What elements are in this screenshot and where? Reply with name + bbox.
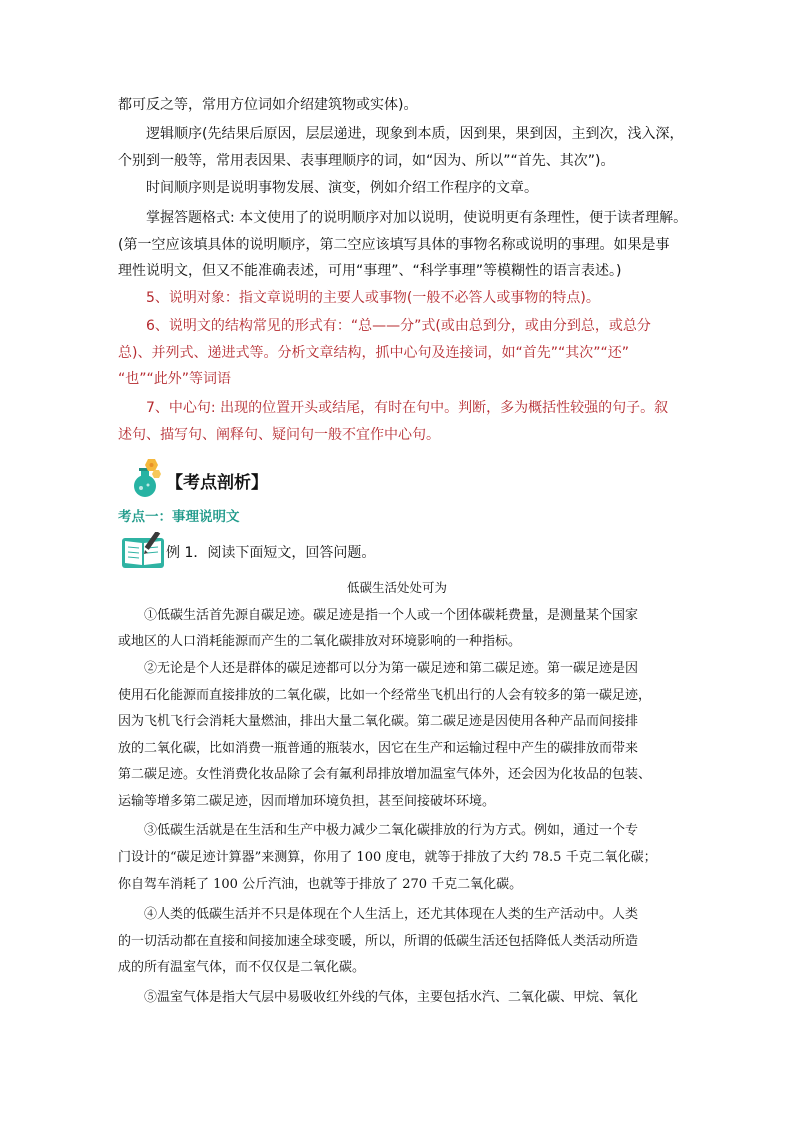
- article-paragraph-2-line: 因为飞机飞行会消耗大量燃油，排出大量二氧化碳。第二碳足迹是因使用各种产品而间接排: [118, 714, 639, 729]
- article-paragraph-4-line: 成的所有温室气体，而不仅仅是二氧化碳。: [118, 960, 366, 975]
- item-6-line-3: “也”“此外”等词语: [118, 371, 232, 387]
- article-paragraph-3-line: 你自驾车消耗了 100 公斤汽油，也就等于排放了 270 千克二氧化碳。: [118, 877, 523, 892]
- article-paragraph-5-line: ⑤温室气体是指大气层中易吸收红外线的气体，主要包括水汽、二氧化碳、甲烷、氧化: [144, 990, 639, 1005]
- item-7-line-2: 述句、描写句、阐释句、疑问句一般不宜作中心句。: [118, 427, 440, 443]
- article-title: 低碳生活处处可为: [346, 580, 447, 595]
- article-paragraph-2-line: 放的二氧化碳，比如消费一瓶普通的瓶装水，因它在生产和运输过程中产生的碳排放而带来: [118, 741, 639, 756]
- kaodian-one-subheading: 考点一：事理说明文: [118, 509, 240, 525]
- logic-order-line-2: 个别到一般等，常用表因果、表事理顺序的词，如“因为、所以”“首先、其次”)。: [118, 153, 615, 169]
- example-label: 例 1．阅读下面短文，回答问题。: [166, 545, 376, 561]
- article-paragraph-4-line: 的一切活动都在直接和间接加速全球变暖，所以，所谓的低碳生活还包括降低人类活动所造: [118, 934, 639, 949]
- answer-format-line-1: 掌握答题格式: 本文使用了的说明顺序对加以说明，使说明更有条理性，便于读者理解。: [146, 210, 688, 226]
- article-paragraph-2-line: 第二碳足迹。女性消费化妆品除了会有氟利昂排放增加温室气体外，还会因为化妆品的包装、: [118, 767, 652, 782]
- item-5-line: 5、说明对象：指文章说明的主要人或事物(一般不必答人或事物的特点)。: [146, 290, 600, 306]
- text-line: 都可反之等，常用方位词如介绍建筑物或实体)。: [118, 97, 418, 113]
- section-heading: 【考点剖析】: [166, 473, 268, 493]
- time-order-line: 时间顺序则是说明事物发展、演变，例如介绍工作程序的文章。: [146, 180, 538, 196]
- item-7-line-1: 7、中心句: 出现的位置开头或结尾，有时在句中。判断，多为概括性较强的句子。叙: [146, 400, 669, 416]
- article-paragraph-3-line: 门设计的“碳足迹计算器”来测算，你用了 100 度电，就等于排放了大约 78.5 千克二氧化碳；: [118, 850, 657, 865]
- article-paragraph-3-line: ③低碳生活就是在生活和生产中极力减少二氧化碳排放的行为方式。例如，通过一个专: [144, 823, 639, 838]
- article-paragraph-2-line: 使用石化能源而直接排放的二氧化碳，比如一个经常坐飞机出行的人会有较多的第一碳足迹，: [118, 688, 652, 703]
- item-6-line-1: 6、说明文的结构常见的形式有：“总——分”式(或由总到分，或由分到总，或总分: [146, 318, 651, 334]
- article-paragraph-1-line: 或地区的人口消耗能源而产生的二氧化碳排放对环境影响的一种指标。: [118, 634, 522, 649]
- article-paragraph-4-line: ④人类的低碳生活并不只是体现在个人生活上，还尤其体现在人类的生产活动中。人类: [144, 907, 639, 922]
- article-paragraph-2-line: 运输等增多第二碳足迹，因而增加环境负担，甚至间接破坏环境。: [118, 794, 496, 809]
- item-6-line-2: 总)、并列式、递进式等。分析文章结构，抓中心句及连接词，如“首先”“其次”“还”: [118, 345, 629, 361]
- answer-format-line-3: 理性说明文，但又不能准确表述，可用“事理”、“科学事理”等模糊性的语言表述。): [118, 263, 622, 279]
- article-paragraph-2-line: ②无论是个人还是群体的碳足迹都可以分为第一碳足迹和第二碳足迹。第一碳足迹是因: [144, 661, 639, 676]
- logic-order-line-1: 逻辑顺序(先结果后原因，层层递进，现象到本质，因到果，果到因，主到次，浅入深，: [146, 126, 684, 142]
- open-book-pencil-icon: [120, 532, 166, 570]
- answer-format-line-2: (第一空应该填具体的说明顺序，第二空应该填写具体的事物名称或说明的事理。如果是事: [118, 237, 670, 253]
- article-paragraph-1-line: ①低碳生活首先源自碳足迹。碳足迹是指一个人或一个团体碳耗费量，是测量某个国家: [144, 608, 639, 623]
- chemistry-flask-icon: [126, 456, 164, 498]
